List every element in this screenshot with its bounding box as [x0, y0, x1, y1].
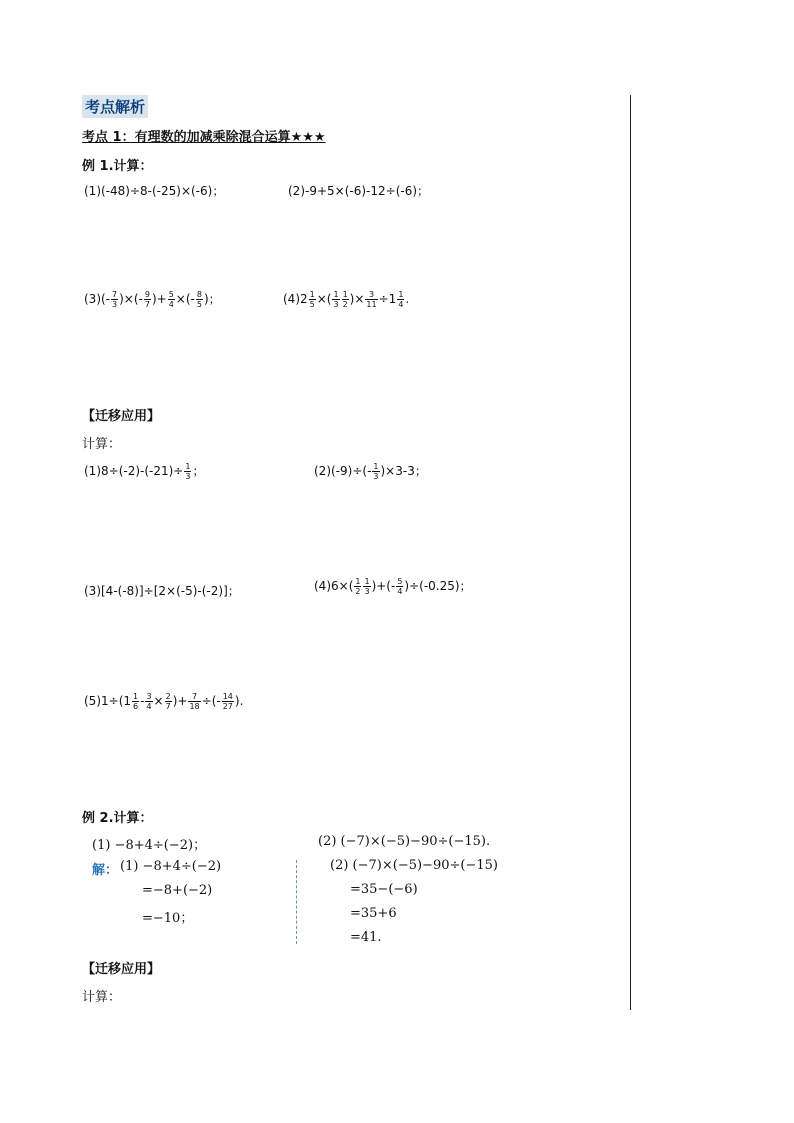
app1-problem-1: (1)8÷(-2)-(-21)÷ $\frac{1}{3}$ ； — [84, 462, 205, 481]
right-margin-rule — [630, 95, 631, 1010]
ex2-solution-1-line-1: (1) −8+4÷(−2) — [120, 859, 222, 874]
ex2-solution-1-line-3: =−10； — [142, 911, 194, 926]
ex2-solution-2-line-3: =35+6 — [350, 906, 397, 921]
app1-problem-5: (5)1÷(1 $\frac{1}{6}$ - $\frac{3}{4}$ × $\frac{2}{7}$ )+ $\frac{7}{18}$ ÷(- $\frac{14}{27}$ ). — [84, 692, 244, 711]
app1-problem-4: (4)6×( $\frac{1}{2}$ $\frac{1}{3}$ )+(- $\frac{5}{4}$ )÷(-0.25)； — [314, 577, 472, 596]
transfer-application-2-instruction: 计算： — [82, 990, 122, 1005]
ex2-question-2: (2) (−7)×(−5)−90÷(−15). — [318, 834, 491, 849]
ex2-solution-1-line-2: =−8+(−2) — [142, 883, 213, 898]
example-2-label: 例 2.计算： — [82, 811, 153, 826]
solution-label: 解： — [92, 863, 119, 878]
solution-divider — [296, 860, 297, 944]
app1-problem-3: (3)[4-(-8)]÷[2×(-5)-(-2)]； — [84, 584, 240, 598]
ex2-solution-2-line-2: =35−(−6) — [350, 882, 418, 897]
ex2-solution-2-line-1: (2) (−7)×(−5)−90÷(−15) — [330, 858, 498, 873]
example-1-label: 例 1.计算： — [82, 159, 153, 174]
ex2-question-1: (1) −8+4÷(−2)； — [92, 838, 207, 853]
transfer-application-heading: 【迁移应用】 — [82, 409, 161, 424]
ex2-solution-2-line-4: =41. — [350, 930, 382, 945]
section-title: 考点解析 — [82, 95, 148, 118]
transfer-application-instruction: 计算： — [82, 437, 122, 452]
ex1-problem-1: (1)(-48)÷8-(-25)×(-6)； — [84, 184, 225, 198]
app1-problem-2: (2)(-9)÷(- $\frac{1}{3}$ )×3-3； — [314, 462, 427, 481]
transfer-application-2-heading: 【迁移应用】 — [82, 962, 161, 977]
ex1-problem-3: (3)(- $\frac{7}{3}$ )×(- $\frac{9}{7}$ )+ $\frac{5}{4}$ ×(- $\frac{8}{5}$ )； — [84, 290, 221, 309]
ex1-problem-2: (2)-9+5×(-6)-12÷(-6)； — [288, 184, 430, 198]
ex1-problem-4: (4)2 $\frac{1}{5}$ ×( $\frac{1}{3}$ $\frac{1}{2}$ )× $\frac{3}{11}$ ÷1 $\frac{1}{4}$ . — [283, 290, 410, 309]
topic-heading: 考点 1：有理数的加减乘除混合运算★★★ — [82, 130, 326, 145]
